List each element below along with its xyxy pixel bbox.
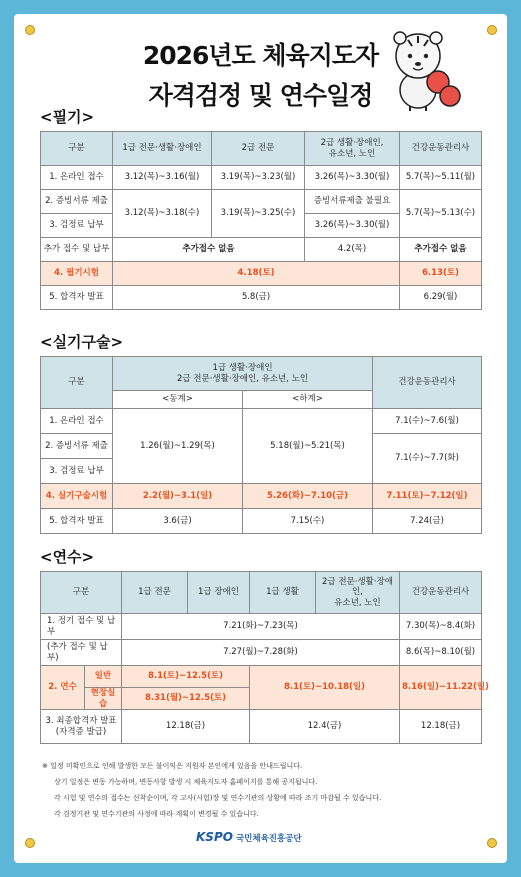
row-label: 3. 검정료 납부 (41, 214, 113, 238)
header-cell: 건강운동관리사 (400, 132, 482, 166)
title-line-2: 자격검정 및 연수일정 (148, 81, 373, 110)
note-line: 각 시험 및 연수의 접수는 선착순이며, 각 고사(시험)장 및 연수기관의 상황에 따라 조기 마감될 수 있습니다. (54, 794, 382, 802)
table-cell: 6.13(토) (400, 262, 482, 286)
pin-top-left (25, 25, 35, 35)
header-cell: 건강운동관리사 (373, 357, 482, 409)
table-cell: 7.11(토)~7.12(일) (373, 484, 482, 509)
header-cell: 2급 생활·장애인, 유소년, 노인 (305, 132, 400, 166)
table-cell: 8.6(목)~8.10(월) (400, 640, 482, 666)
table-cell: 3.6(금) (113, 509, 243, 534)
title-line-1: 2026년도 체육지도자 (142, 41, 379, 70)
row-label: 4. 실기구술시험 (41, 484, 113, 509)
row-label: 5. 합격자 발표 (41, 509, 113, 534)
table-row (41, 614, 482, 640)
table-cell: 4.2(목) (305, 238, 400, 262)
note-line: 상기 일정은 변동 가능하며, 변동사항 발생 시 체육지도자 홈페이지를 통해 공지됩니다. (54, 778, 318, 786)
table-row (41, 484, 482, 509)
table-row (41, 166, 482, 190)
row-label: 5. 합격자 발표 (41, 286, 113, 310)
table-cell: 8.31(월)~12.5(토) (122, 688, 250, 710)
training-table (40, 571, 489, 744)
table-cell: 3.12(목)~3.16(월) (113, 166, 212, 190)
row-label: 추가 접수 및 납부 (41, 238, 113, 262)
table-cell: 3.19(목)~3.25(수) (212, 190, 305, 238)
table-cell: 현장실습 (85, 688, 122, 710)
table-cell: 7.24(금) (373, 509, 482, 534)
table-row (41, 190, 482, 214)
table-cell: 5.18(월)~5.21(목) (243, 409, 373, 484)
table-cell: 12.4(금) (250, 710, 400, 744)
table-cell: 3.26(목)~3.30(월) (305, 166, 400, 190)
section-written-title: <필기> (40, 108, 95, 126)
table-cell: 5.8(금) (113, 286, 400, 310)
header-cell: 2급 전문 (212, 132, 305, 166)
table-cell: 7.15(수) (243, 509, 373, 534)
table-row (41, 509, 482, 534)
pin-bottom-left (25, 838, 35, 848)
table-cell: 2.2(월)~3.1(일) (113, 484, 243, 509)
header-cell: 구분 (41, 132, 113, 166)
table-row (41, 640, 482, 666)
season-winter: <동계> (113, 391, 243, 409)
table-cell: 7.1(수)~7.7(화) (373, 434, 482, 484)
table-cell: 12.18(금) (122, 710, 250, 744)
notes (42, 758, 381, 822)
season-summer: <하계> (243, 391, 373, 409)
row-label: 1. 정기 접수 및 납부 (41, 614, 122, 640)
table-cell: 8.1(토)~12.5(토) (122, 666, 250, 688)
table-cell: 7.27(월)~7.28(화) (122, 640, 400, 666)
table-row (41, 710, 482, 744)
table-cell: 증빙서류제출 불필요 (305, 190, 400, 214)
written-table (40, 131, 482, 310)
table-cell: 12.18(금) (400, 710, 482, 744)
table-cell: 7.21(화)~7.23(목) (122, 614, 400, 640)
table-cell: 3.12(목)~3.18(수) (113, 190, 212, 238)
row-label: 3. 검정료 납부 (41, 459, 113, 484)
header-cell: 1급 생활·장애인 2급 전문·생활·장애인, 유소년, 노인 (113, 357, 373, 391)
table-cell: 3.26(목)~3.30(월) (305, 214, 400, 238)
table-cell: 5.7(목)~5.11(월) (400, 166, 482, 190)
row-label: 4. 필기시험 (41, 262, 113, 286)
row-label: (추가 접수 및 납부) (41, 640, 122, 666)
table-row (41, 409, 482, 434)
table-cell: 추가접수 없음 (400, 238, 482, 262)
table-cell: 일반 (85, 666, 122, 688)
table-row (41, 666, 482, 688)
header-cell: 건강운동관리사 (400, 572, 482, 614)
row-label: 1. 온라인 접수 (41, 166, 113, 190)
note-line: ※ 일정 미확인으로 인해 발생한 모든 불이익은 지원자 본인에게 있음을 안내드립니다. (42, 762, 303, 770)
table-cell: 6.29(월) (400, 286, 482, 310)
row-label: 2. 증빙서류 제출 (41, 190, 113, 214)
header-cell: 구분 (41, 357, 113, 409)
table-cell: 4.18(토) (113, 262, 400, 286)
section-training-title: <연수> (40, 548, 95, 566)
logo-org: 국민체육진흥공단 (235, 834, 302, 844)
table-cell: 추가접수 없음 (113, 238, 305, 262)
tiger-mascot-icon (380, 26, 464, 112)
row-label: 2. 연수 (41, 666, 85, 710)
header-cell: 1급 생활 (250, 572, 316, 614)
table-cell: 7.30(목)~8.4(화) (400, 614, 482, 640)
table-cell: 8.16(일)~11.22(일) (400, 666, 482, 710)
header-cell: 1급 전문 (122, 572, 188, 614)
table-cell: 8.1(토)~10.18(일) (250, 666, 400, 710)
row-label: 3. 최종합격자 발표 (자격증 발급) (41, 710, 122, 744)
table-cell: 7.1(수)~7.6(월) (373, 409, 482, 434)
note-line: 각 검정기관 및 연수기관의 사정에 따라 계획이 변경될 수 있습니다. (54, 810, 259, 818)
section-practical-title: <실기구술> (40, 333, 124, 351)
practical-table (40, 356, 482, 534)
header-cell: 1급 장애인 (188, 572, 250, 614)
table-row (41, 238, 482, 262)
pin-bottom-right (487, 838, 497, 848)
pin-top-right (487, 25, 497, 35)
row-label: 2. 증빙서류 제출 (41, 434, 113, 459)
table-row (41, 286, 482, 310)
table-cell: 5.26(화)~7.10(금) (243, 484, 373, 509)
logo-brand: KSPO (196, 830, 233, 844)
header-cell: 2급 전문·생활·장애인, 유소년, 노인 (316, 572, 400, 614)
kspo-logo (196, 826, 302, 845)
row-label: 1. 온라인 접수 (41, 409, 113, 434)
table-cell: 5.7(목)~5.13(수) (400, 190, 482, 238)
header-cell: 1급 전문·생활·장애인 (113, 132, 212, 166)
header-cell: 구분 (41, 572, 122, 614)
table-row (41, 262, 482, 286)
table-cell: 1.26(월)~1.29(목) (113, 409, 243, 484)
table-cell: 3.19(목)~3.23(월) (212, 166, 305, 190)
